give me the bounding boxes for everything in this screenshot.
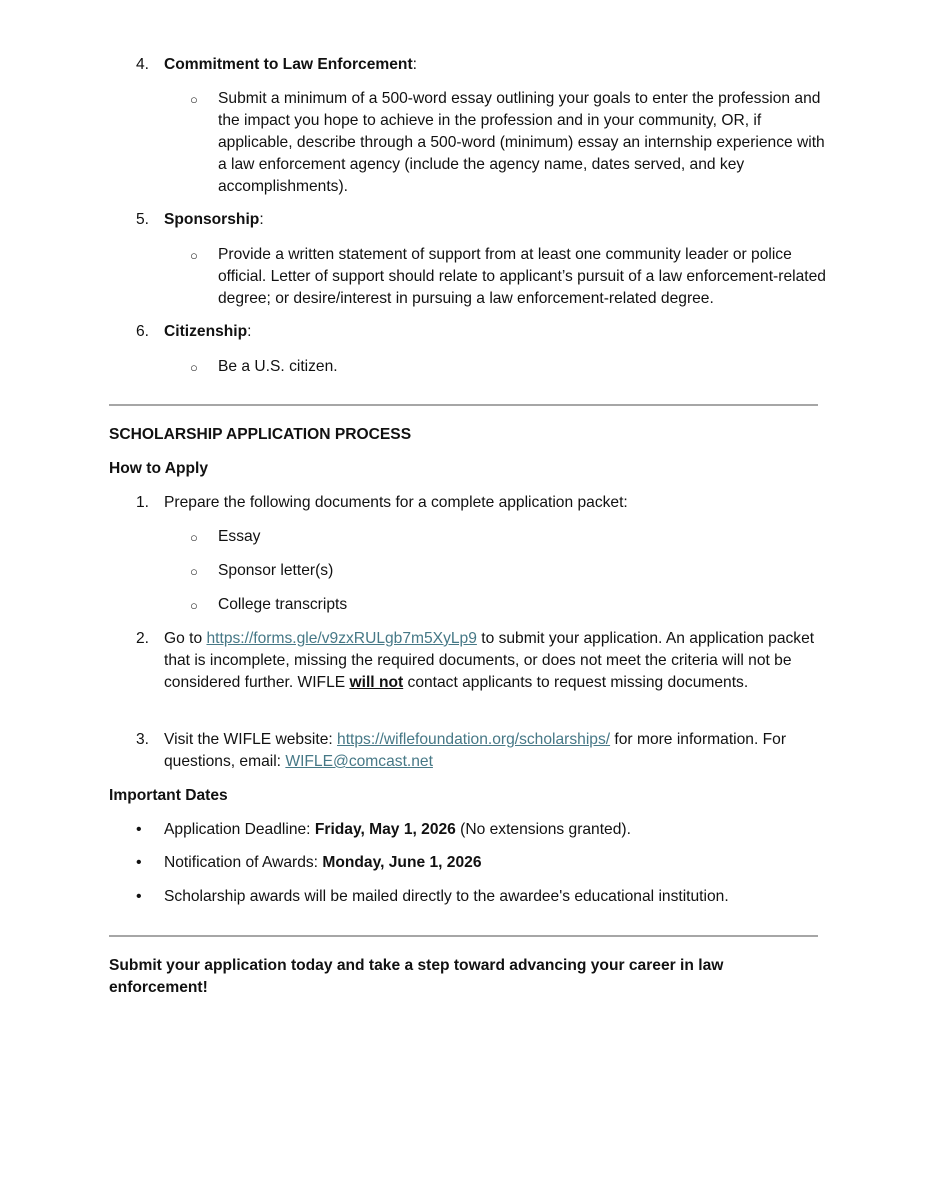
colon: : (412, 56, 417, 73)
step-text-post: to submit your application. An application packet that is incomplete, missing the required documents, or does not meet the criteria will not be considered further. WIFLE (164, 630, 815, 691)
section-divider (109, 935, 818, 937)
colon: : (259, 211, 264, 228)
document-item: Sponsor letter(s) (218, 562, 334, 579)
bullet-text: Provide a written statement of support from at least one community leader or police official. Letter of support should relate to applicant’s pursuit of a law enforcement-related degree; or desire/interest in pursuing a law enforcement-related degree. (218, 246, 826, 307)
date-item: Scholarship awards will be mailed directly to the awardee's educational institution. (164, 888, 729, 905)
date-value: Friday, May 1, 2026 (314, 821, 456, 838)
document-item: College transcripts (218, 596, 348, 613)
email-link[interactable]: WIFLE@comcast.net (285, 753, 433, 770)
circle-bullet-icon: ○ (190, 360, 198, 375)
item-title-text: Commitment to Law Enforcement (164, 56, 413, 73)
closing-statement: Submit your application today and take a step toward advancing your career in law enforcement! (109, 957, 724, 996)
item-title (164, 54, 417, 76)
subsection-heading: Important Dates (109, 787, 228, 804)
step-text: Prepare the following documents for a complete application packet: (164, 494, 628, 511)
date-label: Notification of Awards: (164, 854, 323, 871)
date-label: Application Deadline: (164, 821, 315, 838)
list-number: 4. (136, 56, 150, 73)
circle-bullet-icon: ○ (190, 530, 198, 545)
item-title (164, 209, 264, 231)
step-text-end: contact applicants to request missing documents. (403, 674, 749, 691)
item-title-text: Sponsorship (164, 211, 260, 228)
circle-bullet-icon: ○ (190, 248, 198, 263)
list-number: 6. (136, 323, 150, 340)
step-text (164, 729, 824, 773)
bullet-text: Be a U.S. citizen. (218, 358, 338, 375)
document-item: Essay (218, 528, 261, 545)
date-note: (No extensions granted). (455, 821, 631, 838)
bullet-icon: • (136, 888, 142, 905)
step-text-pre: Go to (164, 630, 207, 647)
application-form-link[interactable]: https://forms.gle/v9zxRULgb7m5XyLp9 (206, 630, 477, 647)
bullet-icon: • (136, 854, 142, 871)
date-item (164, 819, 824, 841)
list-number: 2. (136, 630, 150, 647)
bullet-text: Submit a minimum of a 500-word essay outlining your goals to enter the profession and the impact you hope to achieve in the profession and in your community, OR, if applicable, describe through a 500-word (minimum) essay an internship experience with a law enforcement agency (include the agency name, dates served, and key accomplishments). (218, 90, 825, 195)
list-number: 3. (136, 731, 150, 748)
item-title-text: Citizenship (164, 323, 248, 340)
section-heading: SCHOLARSHIP APPLICATION PROCESS (109, 426, 412, 443)
list-number: 5. (136, 211, 150, 228)
colon: : (247, 323, 252, 340)
step-text-mid: for more information. For questions, email: (164, 731, 787, 770)
subsection-heading: How to Apply (109, 460, 209, 477)
date-value: Monday, June 1, 2026 (322, 854, 482, 871)
step-text-pre: Visit the WIFLE website: (164, 731, 338, 748)
item-title (164, 321, 252, 343)
circle-bullet-icon: ○ (190, 92, 198, 107)
section-divider (109, 404, 818, 406)
step-text (164, 628, 819, 694)
date-item (164, 852, 824, 874)
bullet-icon: • (136, 821, 142, 838)
circle-bullet-icon: ○ (190, 564, 198, 579)
circle-bullet-icon: ○ (190, 598, 198, 613)
website-link[interactable]: https://wiflefoundation.org/scholarships/ (337, 731, 611, 748)
emphasis-text: will not (349, 674, 404, 691)
list-number: 1. (136, 494, 150, 511)
